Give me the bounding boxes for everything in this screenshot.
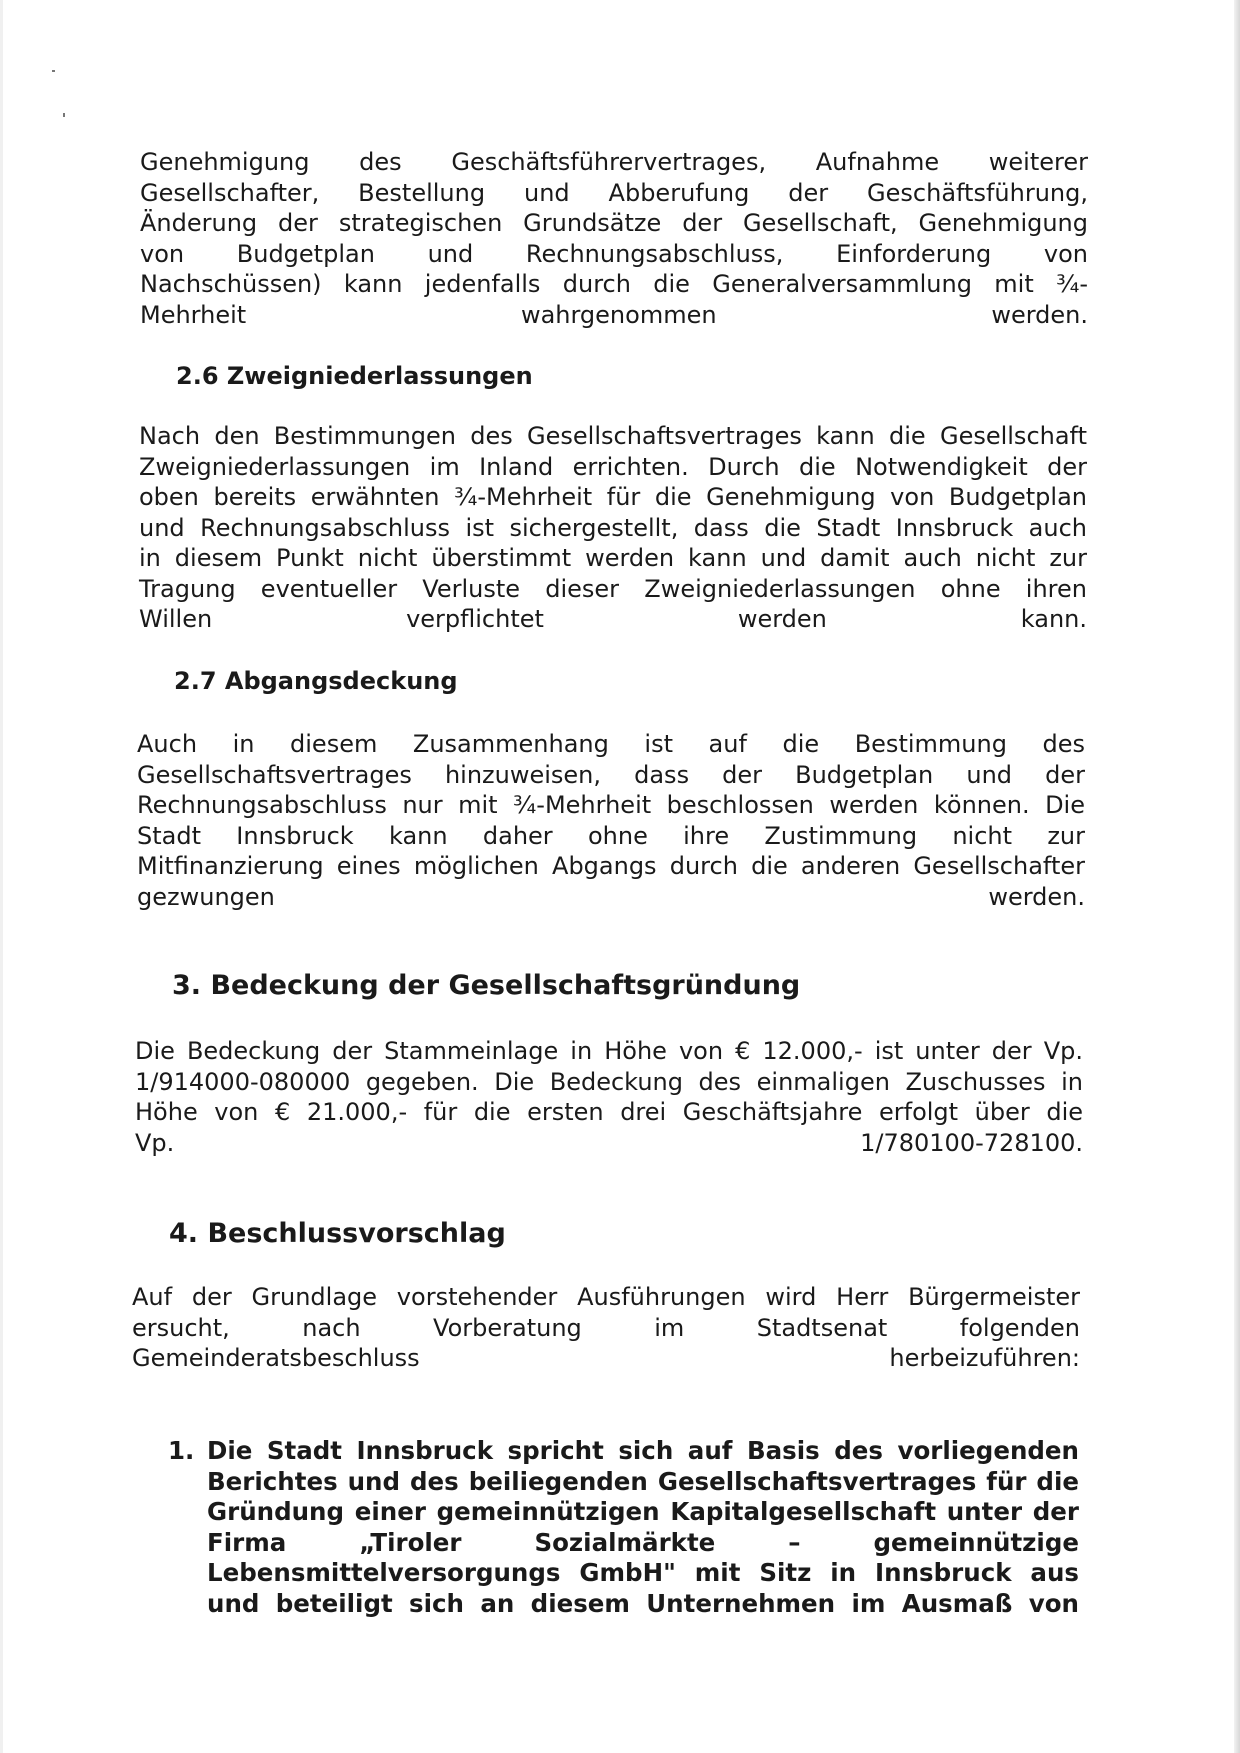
text-line: von Budgetplan und Rechnungsabschluss, Einforderung von: [140, 239, 1088, 268]
text-line: Berichtes und des beiliegenden Gesellschaftsvertrages für die: [207, 1466, 1079, 1496]
text-line: Änderung der strategischen Grundsätze der Gesellschaft, Genehmigung: [140, 209, 1088, 237]
section-4-heading: 4. Beschlussvorschlag: [169, 1218, 506, 1249]
text-line: Tragung eventueller Verluste dieser Zweigniederlassungen ohne ihren: [139, 574, 1087, 603]
text-line: Genehmigung des Geschäftsführervertrages, Aufnahme weiterer: [140, 148, 1088, 176]
section-3-heading: 3. Bedeckung der Gesellschaftsgründung: [172, 970, 801, 1001]
scan-edge-right: [1234, 0, 1240, 1753]
text-line: oben bereits erwähnten ¾-Mehrheit für die Genehmigung von Budgetplan: [139, 483, 1087, 511]
text-line: ersucht, nach Vorberatung im Stadtsenat folgenden: [132, 1313, 1080, 1342]
text-line: Auch in diesem Zusammenhang ist auf die Bestimmung des: [137, 730, 1085, 758]
list-item-number: 1.: [168, 1436, 195, 1465]
section-2-6-paragraph: [139, 421, 1087, 635]
text-line: gezwungen werden.: [137, 882, 1085, 911]
text-line: 1/914000-080000 gegeben. Die Bedeckung des einmaligen Zuschusses in: [135, 1067, 1083, 1096]
section-2-7-heading: 2.7 Abgangsdeckung: [174, 667, 458, 695]
text-line: Gründung einer gemeinnützigen Kapitalgesellschaft unter der: [207, 1497, 1079, 1526]
text-line: Gesellschaftsvertrages hinzuweisen, dass der Budgetplan und der: [137, 760, 1085, 789]
scan-speck: [52, 70, 55, 72]
text-line: Auf der Grundlage vorstehender Ausführungen wird Herr Bürgermeister: [132, 1283, 1080, 1311]
text-line: Mitfinanzierung eines möglichen Abgangs durch die anderen Gesellschafter: [137, 852, 1085, 880]
text-line: und beteiligt sich an diesem Unternehmen im Ausmaß von: [207, 1588, 1079, 1618]
text-line: in diesem Punkt nicht überstimmt werden kann und damit auch nicht zur: [139, 544, 1087, 572]
intro-paragraph: [140, 147, 1088, 330]
text-line: Die Stadt Innsbruck spricht sich auf Basis des vorliegenden: [207, 1436, 1079, 1465]
section-2-6-heading: 2.6 Zweigniederlassungen: [176, 362, 533, 390]
text-line: Mehrheit wahrgenommen werden.: [140, 300, 1088, 329]
scan-edge-left: [0, 0, 3, 1753]
text-line: Stadt Innsbruck kann daher ohne ihre Zustimmung nicht zur: [137, 821, 1085, 850]
text-line: Nach den Bestimmungen des Gesellschaftsvertrages kann die Gesellschaft: [139, 422, 1087, 450]
text-line: Nachschüssen) kann jedenfalls durch die Generalversammlung mit ¾-: [140, 270, 1088, 298]
list-item-1-text: [207, 1436, 1079, 1619]
text-line: Höhe von € 21.000,- für die ersten drei Geschäftsjahre erfolgt über die: [135, 1098, 1083, 1126]
text-line: Gemeinderatsbeschluss herbeizuführen:: [132, 1344, 1080, 1372]
text-line: Rechnungsabschluss nur mit ¾-Mehrheit beschlossen werden können. Die: [137, 791, 1085, 819]
text-line: Die Bedeckung der Stammeinlage in Höhe von € 12.000,- ist unter der Vp.: [135, 1037, 1083, 1065]
text-line: Willen verpflichtet werden kann.: [139, 605, 1087, 633]
text-line: Vp. 1/780100-728100.: [135, 1128, 1083, 1157]
text-line: Gesellschafter, Bestellung und Abberufung der Geschäftsführung,: [140, 178, 1088, 207]
scan-speck: [63, 113, 65, 117]
text-line: Zweigniederlassungen im Inland errichten. Durch die Notwendigkeit der: [139, 452, 1087, 481]
section-3-paragraph: [135, 1036, 1083, 1158]
text-line: und Rechnungsabschluss ist sichergestellt, dass die Stadt Innsbruck auch: [139, 513, 1087, 542]
section-2-7-paragraph: [137, 729, 1085, 912]
text-line: Lebensmittelversorgungs GmbH" mit Sitz in Innsbruck aus: [207, 1558, 1079, 1587]
text-line: Firma „Tiroler Sozialmärkte – gemeinnützige: [207, 1527, 1079, 1557]
section-4-paragraph: [132, 1282, 1080, 1374]
